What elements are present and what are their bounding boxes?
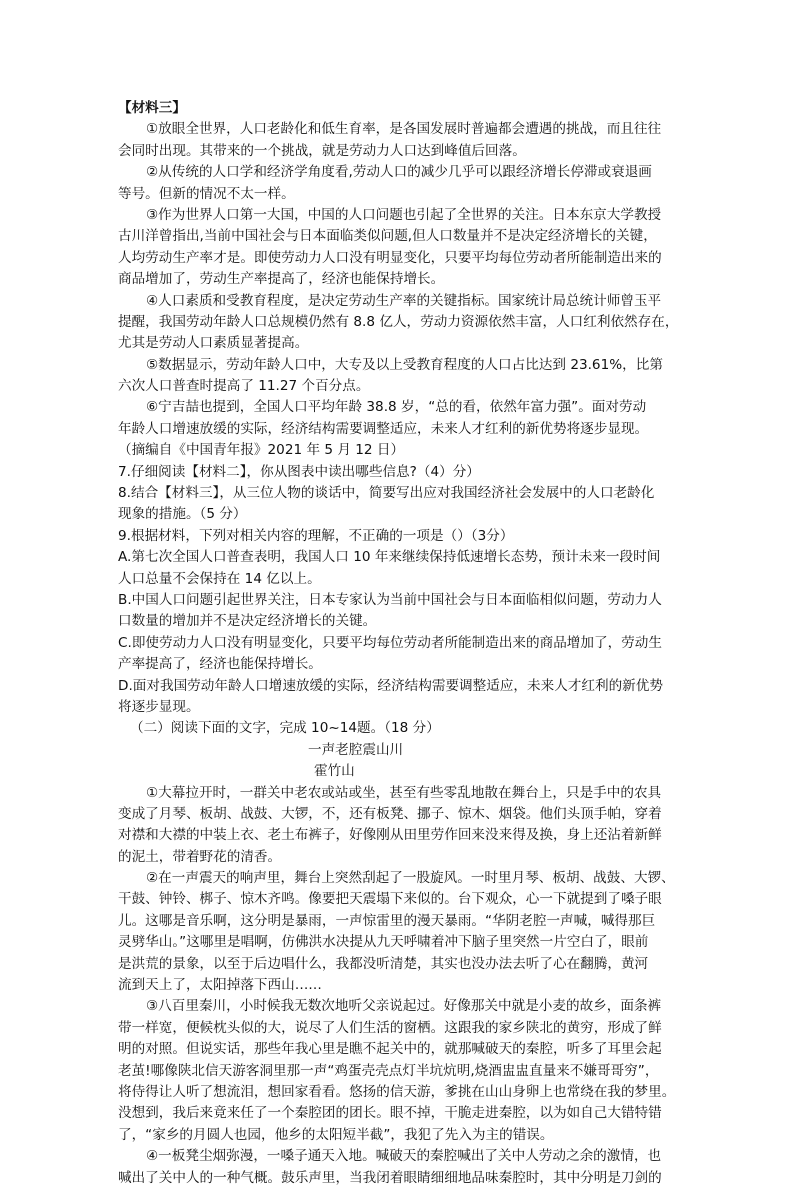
text-line: 一声老腔震山川 <box>308 741 404 758</box>
text-line: D.面对我国劳动年龄人口增速放缓的实际，经济结构需要调整适应，未来人才红利的新优势 <box>118 677 663 694</box>
text-line: 灵劈华山。”这哪里是唱啊，仿佛洪水决提从九天呼啸着冲下脑子里突然一片空白了，眼前 <box>118 934 649 951</box>
text-line: 明的对照。但说实话，那些年我心里是瞧不起关中的，就那喊破天的秦腔，听多了耳里会起 <box>118 1041 662 1058</box>
text-line: 尤其是劳动人口素质显著提高。 <box>118 335 309 352</box>
text-line: ①放眼全世界，人口老龄化和低生育率，是各国发展时普遍都会遭遇的挑战，而且往往 <box>146 121 662 138</box>
text-line: 人口总量不会保持在 14 亿以上。 <box>118 570 321 587</box>
text-line: 对襟和大襟的中装上衣、老土布裤子，好像刚从田里劳作回来没来得及换，身上还沾着新鲜 <box>118 827 662 844</box>
text-line: 没想到，我后来竟来任了一个秦腔团的团长。眼不掉，干脆走进秦腔，以为如自己大错特错 <box>118 1105 662 1122</box>
text-line: 【材料三】 <box>118 100 186 116</box>
text-line: 8.结合【材料三】，从三位人物的谈话中，简要写出应对我国经济社会发展中的人口老龄化 <box>118 485 655 502</box>
text-line: 六次人口普查时提高了 11.27 个百分点。 <box>118 378 370 395</box>
text-line: 7.仔细阅读【材料二】，你从图表中读出哪些信息?（4）分） <box>118 463 480 480</box>
text-line: 9.根据材料，下列对相关内容的理解，不正确的一项是（）（3分） <box>118 527 514 544</box>
text-line: ③作为世界人口第一大国，中国的人口问题也引起了全世界的关注。日本东京大学教授 <box>146 206 662 223</box>
text-line: 流到天上了，太阳掉落下西山…… <box>118 977 322 994</box>
text-line: 将逐步显现。 <box>118 698 200 715</box>
text-line: 带一样宽，便候枕头似的大，说尽了人们生活的窗栖。这跟我的家乡陕北的黄穷，形成了鲜 <box>118 1019 662 1036</box>
text-line: 干鼓、钟铃、梆子、惊木齐鸣。像要把天震塌下来似的。台下观众，心一下就提到了嗓子眼 <box>118 891 662 908</box>
text-line: 是洪荒的景象，以至于后边唱什么，我都没听清楚，其实也没办法去听了心在翻腾，黄河 <box>118 955 649 972</box>
text-line: 的泥土，带着野花的清香。 <box>118 848 282 865</box>
text-line: 提醒，我国劳动年龄人口总规模仍然有 8.8 亿人，劳动力资源依然丰富，人口红利依然存在， <box>118 313 679 330</box>
text-line: A.第七次全国人口普查表明，我国人口 10 年来继续保持低速增长态势，预计未来一段时间 <box>118 549 661 566</box>
text-line: C.即使劳动力人口没有明显变化，只要平均每位劳动者所能制造出来的商品增加了，劳动生 <box>118 634 662 651</box>
text-line: B.中国人口问题引起世界关注，日本专家认为当前中国社会与日本面临相似问题，劳动力人 <box>118 591 662 608</box>
text-line: （摘编自《中国青年报》2021 年 5 月 12 日） <box>118 442 405 459</box>
text-line: ⑤数据显示，劳动年龄人口中，大专及以上受教育程度的人口占比达到 23.61%，比第 <box>146 356 663 373</box>
text-line: ②在一声震天的响声里，舞台上突然刮起了一股旋风。一时里月琴、板胡、战鼓、大锣、 <box>146 870 675 887</box>
text-line: 古川洋曾指出,当前中国社会与日本面临类似问题,但人口数量并不是决定经济增长的关键， <box>118 228 657 245</box>
text-line: 霍竹山 <box>314 763 355 780</box>
text-line: 老茧!哪像陕北信天游客洞里那一声“鸡蛋壳壳点灯半坑炕明,烧酒盅盅直量来不嫌哥哥穷”， <box>118 1062 659 1079</box>
text-line: 了，“家乡的月圆人也园，他乡的太阳短半截”，我犯了先入为主的错误。 <box>118 1126 554 1143</box>
text-line: 口数量的增加并不是决定经济增长的关键。 <box>118 613 377 630</box>
document-body <box>118 98 679 1189</box>
text-line: 会同时出现。其带来的一个挑战，就是劳动力人口达到峰值后回落。 <box>118 142 526 159</box>
text-line: 将侍得让人听了想流泪，想回家看看。悠扬的信天游，爹挑在山山身卵上也常绕在我的梦里。 <box>118 1083 676 1100</box>
text-line: 变成了月琴、板胡、战鼓、大锣，不，还有板凳、挪子、惊木、烟袋。他们头顶手帕，穿着 <box>118 805 662 822</box>
text-line: 商品增加了，劳动生产率提高了，经济也能保持增长。 <box>118 271 445 288</box>
text-line: 产率提高了，经济也能保持增长。 <box>118 656 322 673</box>
text-line: 喊出了关中人的一种气概。鼓乐声里，当我闭着眼睛细细地品味秦腔时，其中分明是刀剑的 <box>118 1169 662 1186</box>
text-line: （二）阅读下面的文字，完成 10~14题。（18 分） <box>130 720 440 737</box>
text-line: 现象的措施。（5 分） <box>118 506 247 523</box>
text-line: 年龄人口增速放缓的实际，经济结构需要调整适应，未来人才红利的新优势将逐步显现。 <box>118 420 649 437</box>
text-line: 等号。但新的情况不太一样。 <box>118 185 295 202</box>
text-line: ①大幕拉开时，一群关中老农或站或坐，甚至有些零乱地散在舞台上，只是手中的农具 <box>146 784 662 801</box>
text-line: 儿。这哪是音乐啊，这分明是暴雨，一声惊雷里的漫天暴雨。“华阴老腔一声喊，喊得那巨 <box>118 912 656 929</box>
text-line: ②从传统的人口学和经济学角度看,劳动人口的减少几乎可以跟经济增长停滞或衰退画 <box>146 164 652 181</box>
text-line: ⑥宁吉喆也提到，全国人口平均年龄 38.8 岁，“总的看，依然年富力强”。面对劳动 <box>146 399 647 416</box>
text-line: ④一板凳尘烟弥漫，一嗓子通天入地。喊破天的秦腔喊出了关中人劳动之余的激情，也 <box>146 1148 662 1165</box>
text-line: 人均劳动生产率才是。即使劳动力人口没有明显变化，只要平均每位劳动者所能制造出来的 <box>118 249 662 266</box>
text-line: ④人口素质和受教育程度，是决定劳动生产率的关键指标。国家统计局总统计师曾玉平 <box>146 292 662 309</box>
text-line: ③八百里秦川，小时候我无数次地听父亲说起过。好像那关中就是小麦的故乡，面条裤 <box>146 998 662 1015</box>
